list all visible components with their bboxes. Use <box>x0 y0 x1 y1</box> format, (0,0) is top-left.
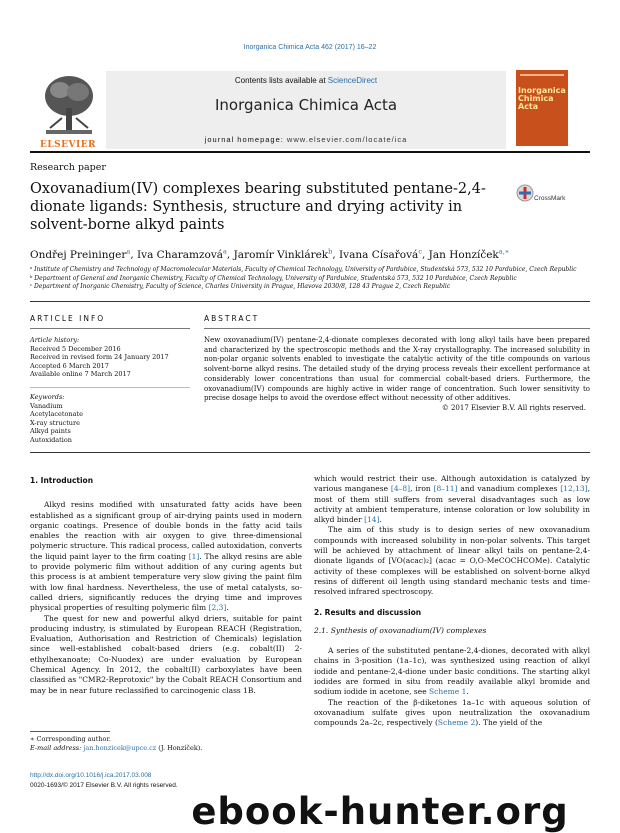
article-history <box>30 336 190 379</box>
crossmark-icon[interactable] <box>516 184 534 206</box>
author-list: Ondřej Preininger$^a$, Iva Charamzová$^a$, Jaromír Vinklárek$^b$, Ivana Císařová$^c$, Jan Honzíček$^{a,∗}$ <box>30 247 510 261</box>
keyword: Autoxidation <box>30 435 72 444</box>
history-label: Article history: <box>30 336 80 344</box>
contents-prefix: Contents lists available at <box>234 76 328 85</box>
affiliations <box>30 266 590 292</box>
journal-homepage <box>106 135 506 144</box>
history-item: Received 5 December 2016 <box>30 344 121 353</box>
corresponding-author-note: ∗ Corresponding author. <box>30 735 111 743</box>
abstract-heading: ABSTRACT <box>204 314 260 323</box>
keywords <box>30 393 190 444</box>
paragraph: The reaction of the β-diketones 1a–1c with aqueous solution of oxovanadium sulfate gives upon neutralization the oxovanadium compounds 2a–2c, respectively (Scheme 2). The yield of the <box>314 697 590 728</box>
scheme-link[interactable]: Scheme 2 <box>437 718 476 728</box>
contents-line <box>106 76 506 85</box>
author[interactable]: Ivana Císařová$^c$ <box>339 247 422 261</box>
email-line: E-mail address: jan.honzicek@upce.cz (J. Honzíček). <box>30 744 203 752</box>
abstract-copyright: © 2017 Elsevier B.V. All rights reserved. <box>441 404 586 412</box>
citation-link[interactable]: [1] <box>188 551 200 561</box>
crossmark-label[interactable]: CrossMark <box>534 195 566 202</box>
keywords-label: Keywords: <box>30 393 65 401</box>
affiliation: ᶜ Department of Inorganic Chemistry, Faculty of Science, Charles University in Prague, Hlavova 2030/8, 128 43 Prague 2, Czech Republic <box>30 283 451 290</box>
article-info-rule <box>30 328 190 329</box>
journal-name: Inorganica Chimica Acta <box>214 96 398 114</box>
paragraph: A series of the substituted pentane-2,4-diones, decorated with alkyl chains in 3-position (1a–1c), was synthesized using reaction of alkyl iodide and pentane-2,4-dione under basic conditions. The starting alkyl iodides are formed in situ from readily available alkyl bromide and sodium iodide in acetone, see Scheme 1. <box>314 646 590 697</box>
watermark: ebook-hunter.org <box>191 790 569 833</box>
citation-link[interactable]: [12,13] <box>560 484 588 494</box>
citation-link[interactable]: [8–11] <box>433 484 458 494</box>
article-info-heading: ARTICLE INFO <box>30 314 106 323</box>
affiliation: ᵃ Institute of Chemistry and Technology of Macromolecular Materials, Faculty of Chemical Technology, University of Pardubice, Studentská 573, 532 10 Pardubice, Czech Republic <box>30 266 577 273</box>
citation-link[interactable]: [4–8] <box>390 484 411 494</box>
cover-band <box>520 74 564 76</box>
author[interactable]: Ondřej Preininger$^a$ <box>30 247 131 261</box>
cover-title <box>518 87 566 111</box>
footnote-rule <box>30 731 110 732</box>
keyword: X-ray structure <box>30 418 80 427</box>
cover-title-line-2: Chimica <box>518 94 554 103</box>
section-heading: 1. Introduction <box>30 476 94 485</box>
homepage-prefix: journal homepage: <box>204 135 287 144</box>
affiliation: ᵇ Department of General and Inorganic Chemistry, Faculty of Chemical Technology, University of Pardubice, Studentská 573, 532 10 Pardubice, Czech Republic <box>30 274 517 282</box>
author[interactable]: Jan Honzíček$^{a,∗}$ <box>428 247 510 261</box>
article-title: Oxovanadium(IV) complexes bearing substituted pentane-2,4-dionate ligands: Synthesis, structure and drying activity in solvent-borne alkyd paints <box>30 181 486 233</box>
paragraph: The aim of this study is to design series of new oxovanadium compounds with increased solubility in non-polar solvents. This target will be achieved by attachment of linear alkyl tails on pentane-2,4-dionate ligands of [VO(acac)₂] (acac = O,O-MeCOCHCOMe). Catalytic activity of these complexes will be established on solvent-borne alkyd resins of different oil length using standard mechanic tests and time-resolved infrared spectroscopy. <box>314 525 590 597</box>
right-column <box>314 474 590 729</box>
keyword: Acetylacetonate <box>30 410 83 418</box>
email-link[interactable]: jan.honzicek@upce.cz <box>83 744 157 752</box>
cover-title-line-1: Inorganica <box>518 86 566 95</box>
sciencedirect-link[interactable]: ScienceDirect <box>327 76 378 85</box>
journal-reference[interactable]: Inorganica Chimica Acta 462 (2017) 16–22 <box>243 44 377 51</box>
history-item: Accepted 6 March 2017 <box>30 361 109 370</box>
subsection-heading: 2.1. Synthesis of oxovanadium(IV) complexes <box>314 625 487 635</box>
cover-title-line-3: Acta <box>518 102 539 111</box>
homepage-url[interactable]: www.elsevier.com/locate/ica <box>286 135 408 144</box>
paragraph: Alkyd resins modified with unsaturated fatty acids have been established as a significant group of air-drying paints used in modern organic coatings. Presence of double bonds in the fatty acid tails enables the reaction with air oxygen to give three-dimensional polymeric structure. This radical process, called autoxidation, converts the liquid paint layer to the firm coating [1]. The alkyd resins are able to provide polymeric film without addition of any curing agents but this process is at ambient temperature very slow giving the paint film with low final hardness. Nevertheless, the use of metal catalysts, so-called driers, significantly reduces the drying time and improves physical properties of resulting polymeric film [2,3]. <box>30 500 302 613</box>
header-rule <box>30 151 590 153</box>
abstract-rule <box>204 328 590 329</box>
body-rule <box>30 452 590 453</box>
paper-type: Research paper <box>30 162 106 173</box>
doi-link[interactable]: http://dx.doi.org/10.1016/j.ica.2017.03.008 <box>30 772 152 779</box>
journal-cover[interactable] <box>516 70 568 146</box>
author[interactable]: Iva Charamzová$^a$ <box>137 247 227 261</box>
abstract-text: New oxovanadium(IV) pentane-2,4-dionate complexes decorated with long alkyl tails have been prepared and characterized by the spectroscopic methods and the X-ray crystallography. The increased solubility in non-polar organic solvents enabled to investigate the catalytic activity of the title compounds on various solvent-borne alkyd resins. The detailed study of the drying process reveals their excellent performance at considerably lower concentrations than usual for commercial cobalt-based driers. Furthermore, the oxovanadium(IV) compounds are highly active in wider range of concentration. Such lower sensitivity to precise dosage helps to avoid the overdose effect without necessity of other additives. <box>204 336 590 403</box>
elsevier-tree-logo <box>40 70 98 142</box>
section-heading: 2. Results and discussion <box>314 607 422 617</box>
left-column <box>30 476 302 696</box>
paragraph: The quest for new and powerful alkyd driers, suitable for paint producing industry, is stimulated by European REACH (Registration, Evaluation, Authorisation and Restriction of Chemicals) legislation since well-established cobalt-based driers (e.g. cobalt(II) 2-ethylhexanoate; Co-Nuodex) are under evaluation by European Chemical Agency. In 2012, the cobalt(II) carboxylates have been classified as "CMR2-Reprotoxic" by the Cobalt REACH Consortium and may be in near future reclassified to carcinogenic class 1B. <box>30 613 302 695</box>
issn-copyright: 0020-1693/© 2017 Elsevier B.V. All rights reserved. <box>30 782 178 789</box>
history-item: Available online 7 March 2017 <box>30 370 131 378</box>
citation-link[interactable]: [14] <box>364 515 380 525</box>
footnote <box>30 735 302 753</box>
keywords-rule <box>30 387 190 388</box>
paragraph: which would restrict their use. Although autoxidation is catalyzed by various manganese [4–8], iron [8–11] and vanadium complexes [12,13], most of them still suffers from several disadvantages such as low activity at ambient temperature, intense coloration or low solubility in alkyd binder [14]. <box>314 474 590 525</box>
keyword: Alkyd paints <box>30 427 71 435</box>
elsevier-wordmark: ELSEVIER <box>39 140 97 150</box>
citation-link[interactable]: [2,3] <box>208 603 227 613</box>
section-rule <box>30 301 590 302</box>
keyword: Vanadium <box>30 401 63 410</box>
scheme-link[interactable]: Scheme 1 <box>429 687 467 697</box>
author[interactable]: Jaromír Vinklárek$^b$ <box>233 247 333 261</box>
history-item: Received in revised form 24 January 2017 <box>30 353 169 361</box>
